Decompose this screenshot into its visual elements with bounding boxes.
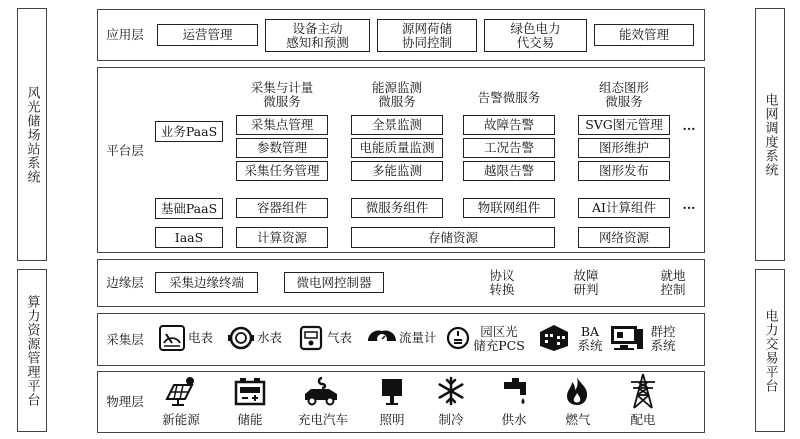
service-title-graphics: 组态图形 微服务 (598, 80, 649, 109)
base-item: AI计算组件 (578, 198, 670, 218)
physical-layer-label: 物理层 (106, 394, 144, 409)
flow-meter-icon (366, 325, 398, 351)
water-meter-icon (228, 325, 254, 351)
right-panel-grid-dispatch-label: 电网调度系统 (762, 92, 778, 177)
left-panel-wind-solar-label: 风光储场站系统 (24, 85, 40, 184)
electric-car-icon (302, 376, 340, 406)
service-item: 参数管理 (236, 138, 328, 158)
base-paas: 基础PaaS (155, 198, 223, 219)
iaas: IaaS (155, 227, 223, 248)
iaas-item-storage: 存储资源 (351, 227, 555, 248)
flame-icon (562, 375, 592, 407)
device-label-flow-meter: 流量计 (399, 330, 437, 345)
service-title-collect: 采集与计量 微服务 (250, 80, 314, 109)
service-item: 电能质量监测 (351, 138, 443, 158)
app-item-operation: 运营管理 (157, 24, 258, 46)
group-control-icon (610, 323, 644, 351)
edge-item-terminal: 采集边缘终端 (155, 272, 258, 293)
collect-layer-label: 采集层 (106, 331, 144, 347)
ellipsis-base: ··· (682, 200, 696, 215)
app-item-source-grid: 源网荷储 协同控制 (377, 19, 477, 52)
service-item: 多能监测 (351, 161, 443, 181)
edge-function-local: 就地 控制 (660, 268, 686, 297)
service-item: 采集任务管理 (236, 161, 328, 181)
edge-function-fault: 故障 研判 (573, 268, 599, 297)
device-label-electric-meter: 电表 (188, 330, 214, 345)
right-panel-power-trading-label: 电力交易平台 (762, 308, 778, 393)
left-panel-compute-label: 算力资源管理平台 (24, 294, 40, 407)
service-item: 越限告警 (463, 161, 555, 181)
service-item: 全景监测 (351, 115, 443, 135)
edge-layer-label: 边缘层 (106, 275, 144, 290)
device-label-group-control: 群控 系统 (650, 324, 676, 353)
service-item: SVG图元管理 (578, 115, 670, 135)
service-item: 采集点管理 (236, 115, 328, 135)
service-title-alarm: 告警微服务 (477, 90, 541, 105)
device-label-water-meter: 水表 (257, 330, 283, 345)
water-tap-icon (500, 376, 532, 406)
service-item: 工况告警 (463, 138, 555, 158)
app-item-device-sensing: 设备主动 感知和预测 (265, 19, 370, 52)
battery-icon (234, 376, 266, 406)
app-layer-label: 应用层 (106, 27, 144, 42)
pcs-icon (445, 325, 471, 351)
device-label-gas-meter: 气表 (327, 330, 353, 345)
solar-panel-icon (164, 375, 198, 407)
physical-label-storage: 储能 (237, 412, 263, 427)
physical-label-lighting: 照明 (379, 412, 405, 427)
base-item: 物联网组件 (463, 198, 555, 218)
physical-label-water: 供水 (501, 412, 527, 427)
physical-label-cooling: 制冷 (438, 412, 464, 427)
service-title-monitor: 能源监测 微服务 (371, 80, 422, 109)
base-item: 容器组件 (236, 198, 328, 218)
gas-meter-icon (298, 325, 324, 351)
physical-label-gas: 燃气 (565, 412, 591, 427)
service-item: 故障告警 (463, 115, 555, 135)
edge-item-microgrid: 微电网控制器 (284, 272, 384, 293)
ba-system-icon (536, 322, 570, 352)
iaas-item-network: 网络资源 (578, 227, 670, 248)
physical-label-distribution: 配电 (630, 412, 656, 427)
service-item: 图形发布 (578, 161, 670, 181)
physical-label-new-energy: 新能源 (162, 412, 200, 427)
device-label-ba-system: BA 系统 (577, 324, 603, 353)
electric-meter-icon (159, 325, 185, 351)
base-item: 微服务组件 (351, 198, 443, 218)
service-item: 图形维护 (578, 138, 670, 158)
platform-layer-label: 平台层 (106, 143, 144, 158)
lamp-icon (378, 376, 406, 406)
snowflake-icon (436, 376, 466, 406)
ellipsis-business: ··· (682, 121, 696, 136)
app-item-energy-efficiency: 能效管理 (594, 24, 694, 46)
app-item-green-power: 绿色电力 代交易 (484, 19, 587, 52)
physical-label-ev: 充电汽车 (297, 412, 348, 427)
business-paas: 业务PaaS (155, 121, 223, 142)
iaas-item-compute: 计算资源 (236, 227, 328, 248)
device-label-pcs: 园区光 储充PCS (473, 324, 525, 353)
edge-function-protocol: 协议 转换 (489, 268, 515, 297)
power-tower-icon (628, 373, 658, 409)
